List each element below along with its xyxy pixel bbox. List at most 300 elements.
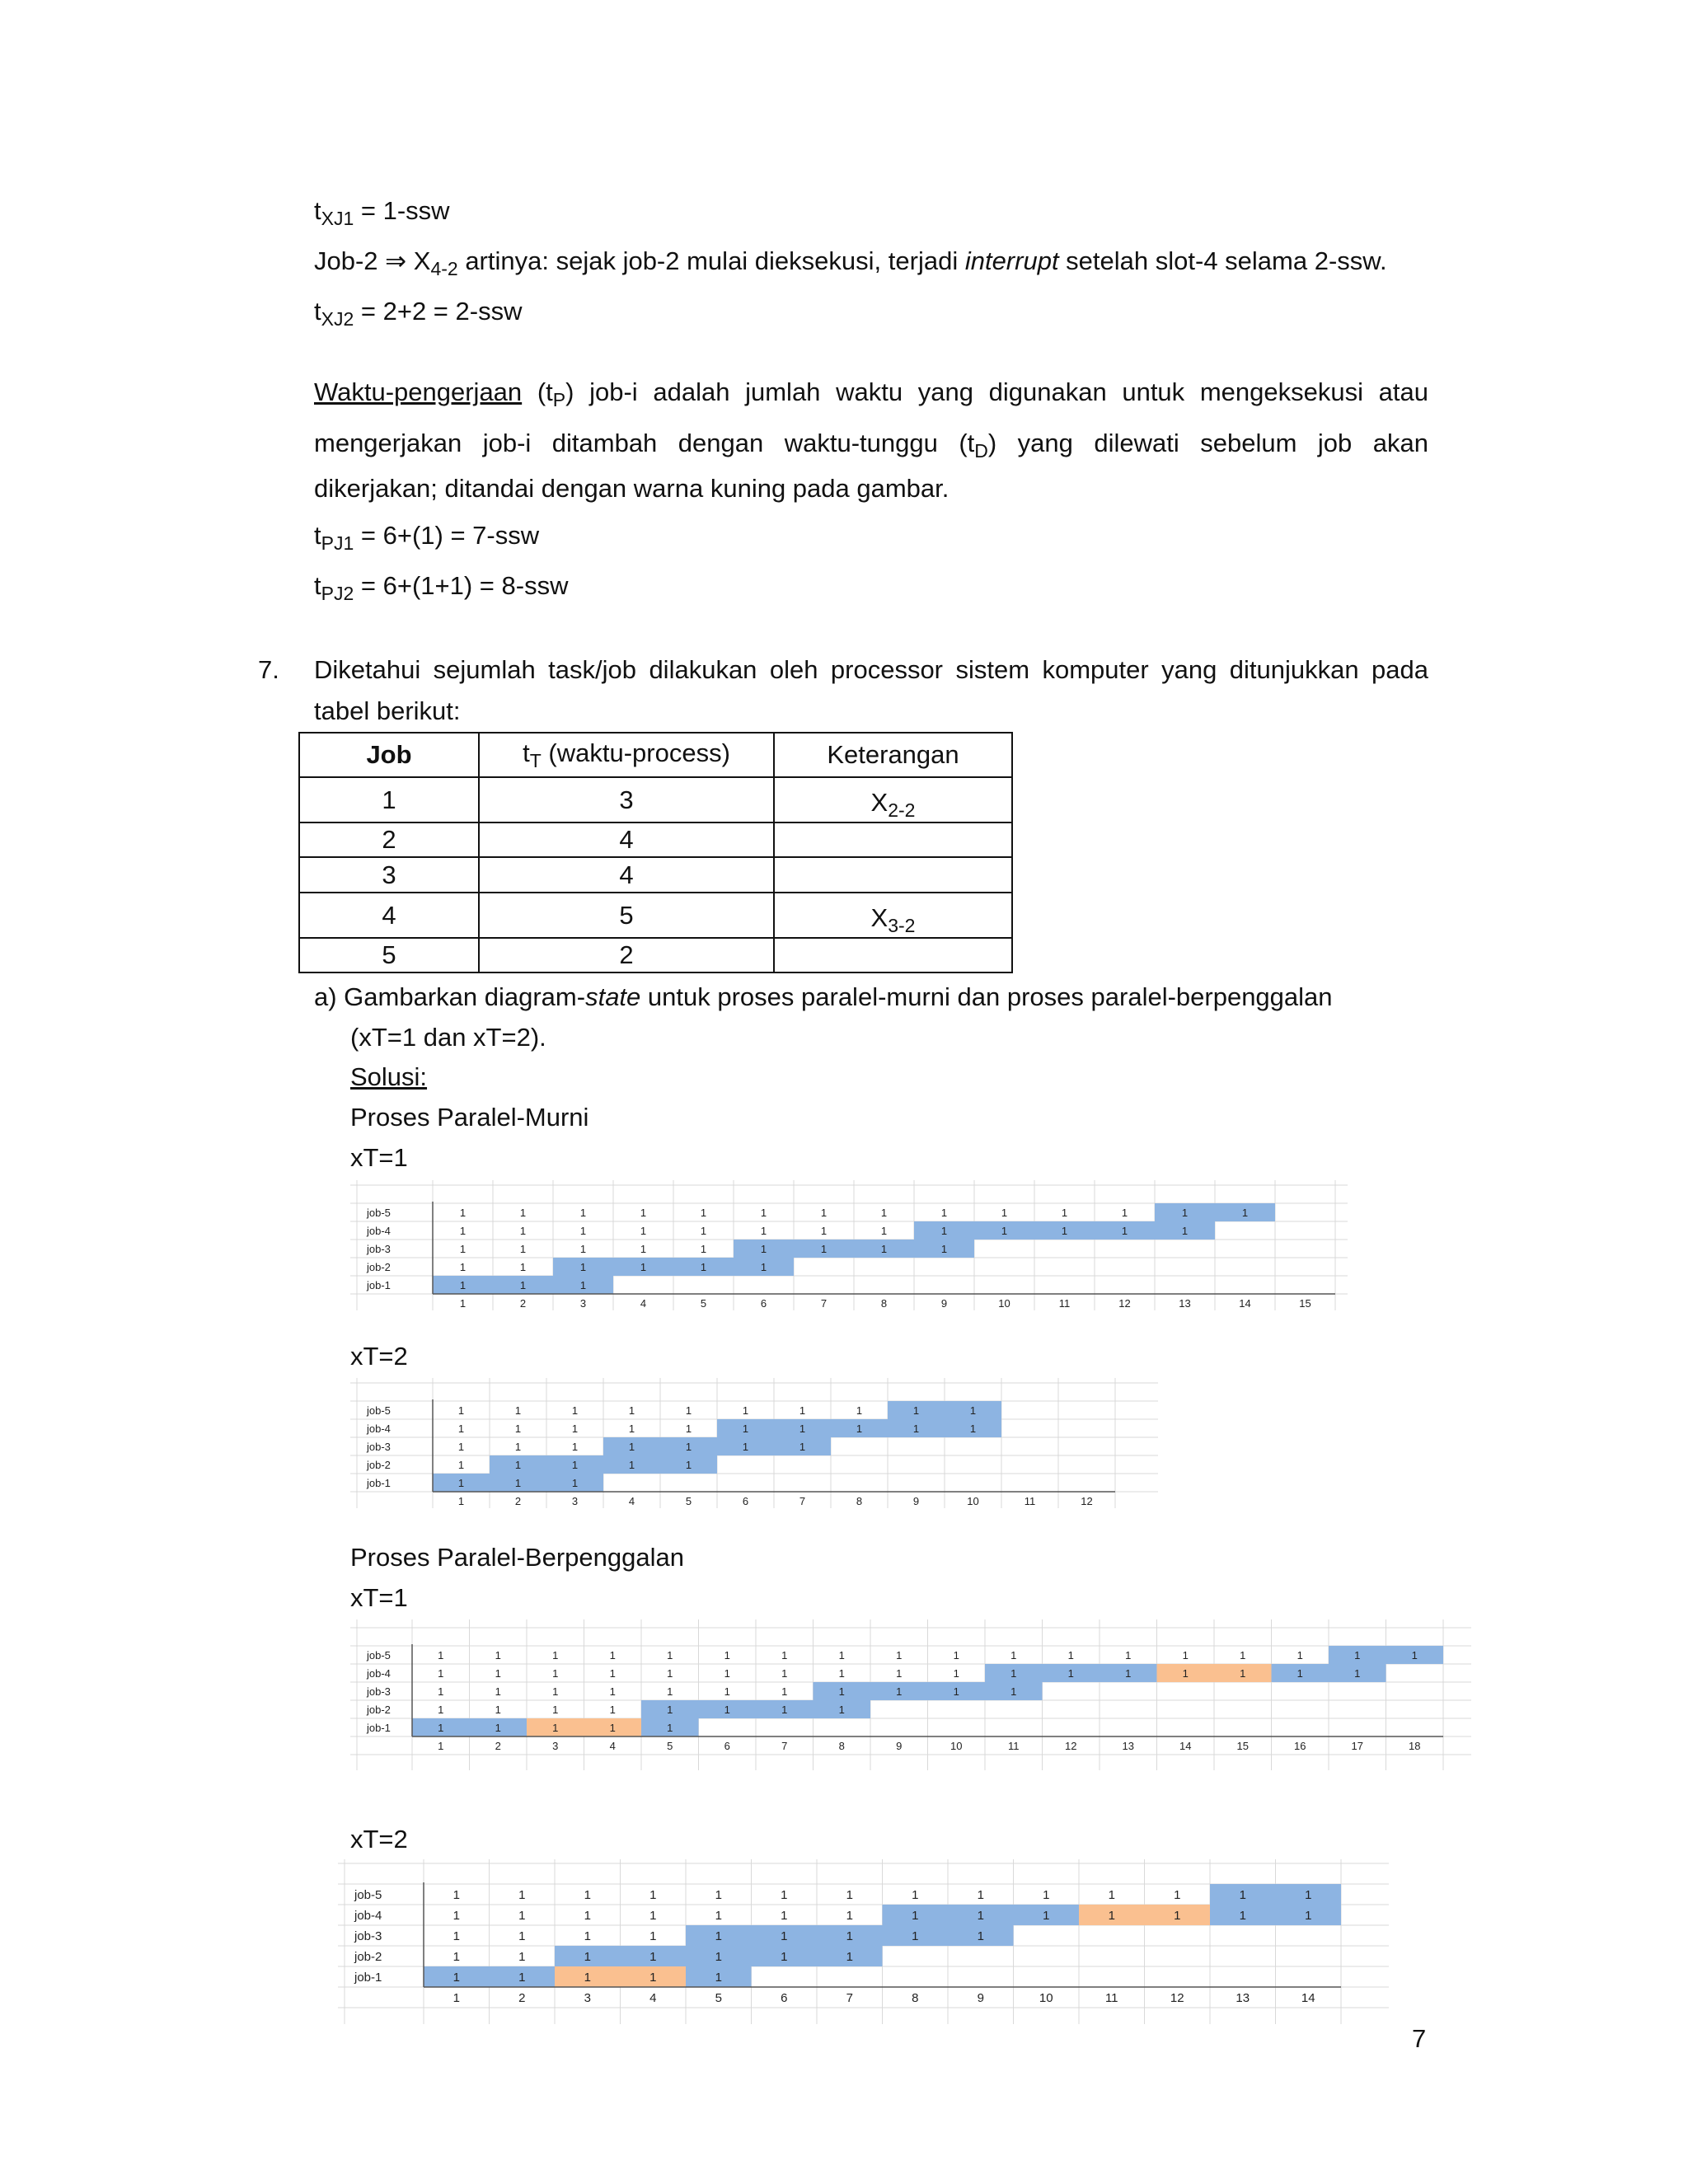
slot-tick-label: 13 <box>1179 1296 1191 1310</box>
cell-value: 1 <box>438 1666 444 1680</box>
slot-tick-label: 11 <box>1024 1494 1036 1507</box>
slot-tick-label: 11 <box>1058 1296 1071 1310</box>
wait-bar <box>527 1718 641 1736</box>
execution-bar <box>888 1401 1001 1419</box>
cell-value: 1 <box>667 1685 673 1698</box>
execution-bar <box>734 1240 974 1258</box>
section-berpenggalan-heading: Proses Paralel-Berpenggalan <box>350 1543 684 1572</box>
cell-value: 1 <box>452 1888 460 1902</box>
cell-value: 1 <box>846 1909 853 1923</box>
cell-value: 1 <box>1240 1648 1246 1661</box>
slot-tick-label: 3 <box>579 1296 587 1310</box>
row-label: job-4 <box>367 1224 391 1237</box>
cell-value: 1 <box>452 1909 460 1923</box>
wait-bar <box>1079 1905 1210 1925</box>
slot-tick-label: 5 <box>715 1991 722 2005</box>
slot-tick-label: 4 <box>649 1991 657 2005</box>
cell-value: 1 <box>495 1703 501 1716</box>
cell-value: 1 <box>649 1888 657 1902</box>
slot-tick-label: 14 <box>1239 1296 1251 1310</box>
cell-value: 1 <box>969 1404 977 1417</box>
cell-value: 1 <box>518 1888 526 1902</box>
cell-value: 1 <box>628 1458 635 1471</box>
question-text-line2: tabel berikut: <box>314 696 461 725</box>
slot-tick-label: 8 <box>838 1739 845 1752</box>
cell-value: 1 <box>799 1404 806 1417</box>
cell-value: 1 <box>609 1666 616 1680</box>
cell-value: 1 <box>1305 1888 1312 1902</box>
cell-value: 1 <box>1067 1666 1074 1680</box>
cell-value: 1 <box>1108 1888 1115 1902</box>
cell-value: 1 <box>799 1440 806 1453</box>
cell-value: 1 <box>571 1476 579 1489</box>
slot-tick-label: 3 <box>552 1739 559 1752</box>
cell-value: 1 <box>571 1422 579 1435</box>
cell-value: 1 <box>518 1929 526 1943</box>
cell-value: 1 <box>1121 1224 1128 1237</box>
slot-tick-label: 11 <box>1104 1991 1118 2005</box>
cell-value: 1 <box>649 1929 657 1943</box>
section-murni-heading: Proses Paralel-Murni <box>350 1103 589 1132</box>
solusi-heading: Solusi: <box>350 1062 428 1091</box>
slot-tick-label: 6 <box>742 1494 749 1507</box>
cell-value: 1 <box>459 1242 467 1255</box>
cell-value: 1 <box>609 1703 616 1716</box>
slot-tick-label: 5 <box>685 1494 692 1507</box>
job2-interrupt-line: Job-2 ⇒ $X_{4-2}$ artinya: sejak job-2 mulai dieksekusi, terjadi interrupt setelah slot-4 selama 2-ssw. <box>314 246 1387 279</box>
execution-bar <box>641 1700 870 1718</box>
state-diagram-murni-xt1 <box>350 1180 1348 1310</box>
cell-value: 1 <box>552 1703 559 1716</box>
row-label: job-3 <box>354 1929 382 1943</box>
page-number: 7 <box>1412 2024 1427 2053</box>
cell-value: 1 <box>1061 1224 1068 1237</box>
cell-value: 1 <box>552 1685 559 1698</box>
slot-tick-label: 8 <box>856 1494 863 1507</box>
cell-value: 1 <box>838 1685 845 1698</box>
row-label: job-4 <box>354 1909 382 1923</box>
slot-tick-label: 10 <box>998 1296 1010 1310</box>
cell-value: 1 <box>856 1422 863 1435</box>
cell-value: 1 <box>438 1648 444 1661</box>
cell-value: 1 <box>940 1224 948 1237</box>
slot-tick-label: 9 <box>912 1494 920 1507</box>
cell-value: 1 <box>724 1685 730 1698</box>
cell-value: 1 <box>724 1666 730 1680</box>
slot-tick-label: 12 <box>1118 1296 1131 1310</box>
cell-value: 1 <box>609 1648 616 1661</box>
cell-value: 1 <box>820 1206 828 1219</box>
cell-value: 1 <box>1296 1666 1303 1680</box>
row-label: job-1 <box>367 1278 391 1291</box>
cell-value: 1 <box>1239 1888 1246 1902</box>
execution-bar <box>490 1455 717 1474</box>
cell-value: 1 <box>724 1703 730 1716</box>
slot-tick-label: 16 <box>1294 1739 1306 1752</box>
slot-tick-label: 1 <box>459 1296 467 1310</box>
cell-value: 1 <box>457 1476 465 1489</box>
cell-value: 1 <box>1043 1888 1050 1902</box>
slot-tick-label: 14 <box>1301 1991 1315 2005</box>
slot-tick-label: 5 <box>700 1296 707 1310</box>
row-label: job-1 <box>367 1476 391 1489</box>
cell-value: 1 <box>912 1404 920 1417</box>
cell-value: 1 <box>552 1666 559 1680</box>
cell-value: 1 <box>977 1888 984 1902</box>
slot-tick-label: 2 <box>514 1494 522 1507</box>
row-label: job-5 <box>367 1404 391 1417</box>
cell-value: 1 <box>781 1888 788 1902</box>
cell-value: 1 <box>715 1909 722 1923</box>
cell-value: 1 <box>760 1206 767 1219</box>
cell-value: 1 <box>715 1950 722 1964</box>
slot-tick-label: 13 <box>1122 1739 1134 1752</box>
cell-value: 1 <box>457 1440 465 1453</box>
table-row: 5 2 <box>299 938 1012 972</box>
txj2-line: $t_{XJ2} = 2+2 = 2-ssw$ <box>314 297 523 330</box>
cell-value: 1 <box>552 1648 559 1661</box>
slot-tick-label: 18 <box>1409 1739 1421 1752</box>
cell-value: 1 <box>571 1404 579 1417</box>
cell-value: 1 <box>1121 1206 1128 1219</box>
execution-bar <box>412 1718 527 1736</box>
cell-value: 1 <box>495 1721 501 1734</box>
cell-value: 1 <box>846 1888 853 1902</box>
cell-value: 1 <box>912 1929 919 1943</box>
cell-value: 1 <box>1043 1909 1050 1923</box>
cell-value: 1 <box>1296 1648 1303 1661</box>
waktu-pengerjaan-line1: Waktu-pengerjaan $(t_P)$ job-i adalah jumlah waktu yang digunakan untuk mengeksekusi atau <box>314 377 1428 410</box>
cell-value: 1 <box>519 1242 527 1255</box>
cell-value: 1 <box>969 1422 977 1435</box>
row-label: job-3 <box>367 1242 391 1255</box>
cell-value: 1 <box>584 1909 591 1923</box>
cell-value: 1 <box>912 1909 919 1923</box>
cell-value: 1 <box>742 1440 749 1453</box>
cell-value: 1 <box>896 1648 903 1661</box>
cell-value: 1 <box>1240 1666 1246 1680</box>
row-label: job-1 <box>367 1721 391 1734</box>
cell-value: 1 <box>584 1950 591 1964</box>
berpenggalan-xt2-label: xT=2 <box>350 1825 408 1854</box>
cell-value: 1 <box>781 1685 788 1698</box>
execution-bar <box>1210 1905 1341 1925</box>
slot-tick-label: 1 <box>438 1739 444 1752</box>
slot-tick-label: 10 <box>967 1494 979 1507</box>
cell-value: 1 <box>649 1909 657 1923</box>
cell-value: 1 <box>519 1206 527 1219</box>
cell-value: 1 <box>760 1242 767 1255</box>
row-label: job-2 <box>367 1260 391 1273</box>
execution-bar <box>553 1258 794 1276</box>
slot-tick-label: 4 <box>640 1296 647 1310</box>
cell-value: 1 <box>1010 1666 1017 1680</box>
cell-value: 1 <box>584 1929 591 1943</box>
cell-value: 1 <box>452 1971 460 1985</box>
cell-value: 1 <box>457 1422 465 1435</box>
cell-value: 1 <box>667 1721 673 1734</box>
cell-value: 1 <box>459 1278 467 1291</box>
cell-value: 1 <box>552 1721 559 1734</box>
cell-value: 1 <box>667 1648 673 1661</box>
cell-value: 1 <box>1182 1648 1189 1661</box>
state-diagram-murni-xt2 <box>350 1378 1158 1508</box>
slot-tick-label: 7 <box>820 1296 828 1310</box>
cell-value: 1 <box>760 1260 767 1273</box>
cell-value: 1 <box>1239 1909 1246 1923</box>
slot-tick-label: 10 <box>1039 1991 1053 2005</box>
cell-value: 1 <box>1181 1224 1189 1237</box>
cell-value: 1 <box>1108 1909 1115 1923</box>
cell-value: 1 <box>781 1909 788 1923</box>
slot-tick-label: 7 <box>781 1739 788 1752</box>
slot-tick-label: 8 <box>880 1296 888 1310</box>
slot-tick-label: 9 <box>940 1296 948 1310</box>
slot-tick-label: 14 <box>1179 1739 1192 1752</box>
cell-value: 1 <box>896 1685 903 1698</box>
slot-tick-label: 7 <box>799 1494 806 1507</box>
cell-value: 1 <box>1181 1206 1189 1219</box>
cell-value: 1 <box>1010 1685 1017 1698</box>
cell-value: 1 <box>1001 1224 1008 1237</box>
cell-value: 1 <box>640 1260 647 1273</box>
cell-value: 1 <box>715 1888 722 1902</box>
cell-value: 1 <box>519 1224 527 1237</box>
cell-value: 1 <box>700 1242 707 1255</box>
cell-value: 1 <box>609 1685 616 1698</box>
slot-tick-label: 6 <box>781 1991 788 2005</box>
slot-tick-label: 2 <box>495 1739 501 1752</box>
question-number: 7. <box>258 655 279 684</box>
row-label: job-2 <box>354 1950 382 1964</box>
slot-tick-label: 11 <box>1008 1739 1020 1752</box>
cell-value: 1 <box>667 1666 673 1680</box>
cell-value: 1 <box>1241 1206 1249 1219</box>
cell-value: 1 <box>1061 1206 1068 1219</box>
cell-value: 1 <box>495 1648 501 1661</box>
cell-value: 1 <box>459 1260 467 1273</box>
cell-value: 1 <box>452 1929 460 1943</box>
cell-value: 1 <box>1182 1666 1189 1680</box>
execution-bar <box>1272 1664 1386 1682</box>
cell-value: 1 <box>838 1703 845 1716</box>
cell-value: 1 <box>640 1224 647 1237</box>
cell-value: 1 <box>495 1666 501 1680</box>
wait-bar <box>555 1966 686 1987</box>
cell-value: 1 <box>579 1242 587 1255</box>
cell-value: 1 <box>519 1260 527 1273</box>
row-label: job-2 <box>367 1458 391 1471</box>
cell-value: 1 <box>685 1458 692 1471</box>
cell-value: 1 <box>953 1685 959 1698</box>
slot-tick-label: 13 <box>1236 1991 1250 2005</box>
cell-value: 1 <box>1354 1648 1361 1661</box>
cell-value: 1 <box>1305 1909 1312 1923</box>
cell-value: 1 <box>438 1721 444 1734</box>
subquestion-a-line1: a) Gambarkan diagram-state untuk proses paralel-murni dan proses paralel-berpenggalan <box>314 982 1333 1011</box>
cell-value: 1 <box>1067 1648 1074 1661</box>
cell-value: 1 <box>609 1721 616 1734</box>
slot-tick-label: 6 <box>760 1296 767 1310</box>
txj1-line: $t_{XJ1} = 1-ssw$ <box>314 196 450 229</box>
execution-bar <box>1210 1884 1341 1905</box>
slot-tick-label: 17 <box>1351 1739 1363 1752</box>
cell-value: 1 <box>856 1404 863 1417</box>
table-header-tt: $t_T$ (waktu-process) <box>479 733 774 777</box>
cell-value: 1 <box>820 1224 828 1237</box>
cell-value: 1 <box>649 1950 657 1964</box>
slot-tick-label: 12 <box>1081 1494 1093 1507</box>
slot-tick-label: 9 <box>896 1739 903 1752</box>
cell-value: 1 <box>584 1971 591 1985</box>
cell-value: 1 <box>846 1929 853 1943</box>
cell-value: 1 <box>1125 1666 1132 1680</box>
murni-xt2-label: xT=2 <box>350 1342 408 1371</box>
slot-tick-label: 8 <box>912 1991 919 2005</box>
cell-value: 1 <box>640 1206 647 1219</box>
slot-tick-label: 15 <box>1299 1296 1311 1310</box>
cell-value: 1 <box>715 1929 722 1943</box>
cell-value: 1 <box>700 1206 707 1219</box>
row-label: job-3 <box>367 1685 391 1698</box>
slot-tick-label: 9 <box>977 1991 984 2005</box>
cell-value: 1 <box>579 1224 587 1237</box>
cell-value: 1 <box>519 1278 527 1291</box>
cell-value: 1 <box>760 1224 767 1237</box>
wait-bar <box>1157 1664 1272 1682</box>
cell-value: 1 <box>1010 1648 1017 1661</box>
cell-value: 1 <box>1174 1909 1181 1923</box>
cell-value: 1 <box>628 1404 635 1417</box>
murni-xt1-label: xT=1 <box>350 1143 408 1172</box>
slot-tick-label: 3 <box>584 1991 591 2005</box>
cell-value: 1 <box>459 1206 467 1219</box>
cell-value: 1 <box>514 1404 522 1417</box>
waktu-pengerjaan-line2: mengerjakan job-i ditambah dengan waktu-tunggu $(t_D)$ yang dilewati sebelum job akan <box>314 429 1428 462</box>
slot-tick-label: 12 <box>1065 1739 1077 1752</box>
cell-value: 1 <box>628 1440 635 1453</box>
cell-value: 1 <box>940 1242 948 1255</box>
cell-value: 1 <box>781 1929 788 1943</box>
cell-value: 1 <box>518 1971 526 1985</box>
row-label: job-1 <box>354 1971 382 1985</box>
cell-value: 1 <box>880 1206 888 1219</box>
execution-bar <box>814 1682 1043 1700</box>
cell-value: 1 <box>457 1404 465 1417</box>
cell-value: 1 <box>495 1685 501 1698</box>
cell-value: 1 <box>781 1666 788 1680</box>
cell-value: 1 <box>742 1404 749 1417</box>
cell-value: 1 <box>579 1278 587 1291</box>
cell-value: 1 <box>628 1422 635 1435</box>
cell-value: 1 <box>977 1929 984 1943</box>
cell-value: 1 <box>820 1242 828 1255</box>
question-text-line1: Diketahui sejumlah task/job dilakukan oleh processor sistem komputer yang ditunjukkan pada <box>314 655 1428 684</box>
cell-value: 1 <box>715 1971 722 1985</box>
cell-value: 1 <box>781 1950 788 1964</box>
cell-value: 1 <box>1411 1648 1418 1661</box>
cell-value: 1 <box>514 1476 522 1489</box>
execution-bar <box>603 1437 831 1455</box>
cell-value: 1 <box>742 1422 749 1435</box>
slot-tick-label: 6 <box>724 1739 730 1752</box>
cell-value: 1 <box>700 1260 707 1273</box>
execution-bar <box>1329 1646 1443 1664</box>
slot-tick-label: 7 <box>846 1991 853 2005</box>
cell-value: 1 <box>781 1648 788 1661</box>
cell-value: 1 <box>518 1950 526 1964</box>
cell-value: 1 <box>838 1648 845 1661</box>
table-header-keterangan: Keterangan <box>774 733 1012 777</box>
row-label: job-5 <box>367 1648 391 1661</box>
cell-value: 1 <box>912 1888 919 1902</box>
cell-value: 1 <box>1354 1666 1361 1680</box>
cell-value: 1 <box>880 1224 888 1237</box>
row-label: job-5 <box>354 1888 382 1902</box>
row-label: job-4 <box>367 1666 391 1680</box>
state-diagram-berpenggalan-xt1 <box>350 1619 1471 1770</box>
waktu-pengerjaan-line3: dikerjakan; ditandai dengan warna kuning pada gambar. <box>314 474 950 503</box>
cell-value: 1 <box>685 1422 692 1435</box>
row-label: job-3 <box>367 1440 391 1453</box>
table-header-job: Job <box>299 733 479 777</box>
table-row: 1 3 $X_{2-2}$ <box>299 777 1012 823</box>
subquestion-a-line2: (xT=1 dan xT=2). <box>350 1023 546 1052</box>
slot-tick-label: 1 <box>457 1494 465 1507</box>
cell-value: 1 <box>685 1404 692 1417</box>
implies-arrow-icon: ⇒ <box>385 246 407 275</box>
cell-value: 1 <box>846 1950 853 1964</box>
slot-tick-label: 3 <box>571 1494 579 1507</box>
cell-value: 1 <box>459 1224 467 1237</box>
cell-value: 1 <box>514 1422 522 1435</box>
slot-tick-label: 12 <box>1170 1991 1184 2005</box>
cell-value: 1 <box>880 1242 888 1255</box>
slot-tick-label: 4 <box>628 1494 635 1507</box>
slot-tick-label: 4 <box>609 1739 616 1752</box>
cell-value: 1 <box>579 1206 587 1219</box>
tpj2-line: $t_{PJ2} = 6+(1+1) = 8-ssw$ <box>314 571 569 604</box>
cell-value: 1 <box>1001 1206 1008 1219</box>
row-label: job-2 <box>367 1703 391 1716</box>
cell-value: 1 <box>685 1440 692 1453</box>
table-row: 4 5 $X_{3-2}$ <box>299 893 1012 938</box>
cell-value: 1 <box>579 1260 587 1273</box>
cell-value: 1 <box>781 1703 788 1716</box>
cell-value: 1 <box>667 1703 673 1716</box>
cell-value: 1 <box>700 1224 707 1237</box>
cell-value: 1 <box>953 1666 959 1680</box>
cell-value: 1 <box>640 1242 647 1255</box>
cell-value: 1 <box>1125 1648 1132 1661</box>
cell-value: 1 <box>584 1888 591 1902</box>
cell-value: 1 <box>977 1909 984 1923</box>
row-label: job-4 <box>367 1422 391 1435</box>
slot-tick-label: 15 <box>1236 1739 1249 1752</box>
cell-value: 1 <box>912 1422 920 1435</box>
row-label: job-5 <box>367 1206 391 1219</box>
slot-tick-label: 2 <box>518 1991 526 2005</box>
cell-value: 1 <box>1174 1888 1181 1902</box>
cell-value: 1 <box>649 1971 657 1985</box>
cell-value: 1 <box>438 1685 444 1698</box>
cell-value: 1 <box>896 1666 903 1680</box>
cell-value: 1 <box>452 1950 460 1964</box>
state-diagram-berpenggalan-xt2 <box>338 1859 1389 2024</box>
berpenggalan-xt1-label: xT=1 <box>350 1583 408 1612</box>
tpj1-line: $t_{PJ1} = 6+(1) = 7-ssw$ <box>314 521 540 554</box>
slot-tick-label: 10 <box>950 1739 963 1752</box>
